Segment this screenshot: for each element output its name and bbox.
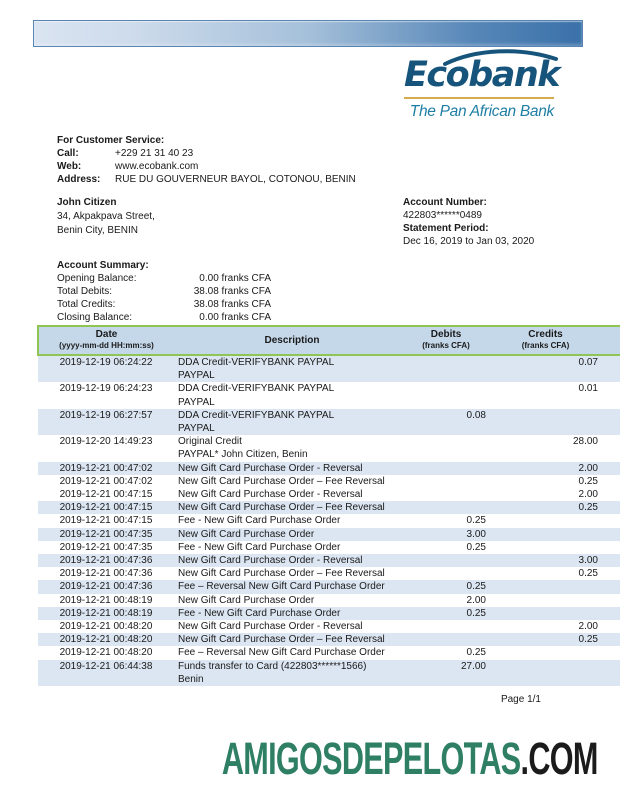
transaction-debit: 0.25 <box>406 607 494 620</box>
transaction-credit <box>494 594 620 607</box>
transaction-credit: 0.25 <box>578 568 598 580</box>
transaction-date: 2019-12-21 00:47:36 <box>38 554 174 567</box>
transaction-date: 2019-12-21 00:48:20 <box>38 633 174 646</box>
call-value: +229 21 31 40 23 <box>115 148 194 159</box>
transaction-debit: 27.00 <box>406 660 494 686</box>
transaction-date: 2019-12-21 00:47:35 <box>59 541 153 553</box>
call-label: Call: <box>57 148 79 159</box>
table-row <box>38 633 620 646</box>
transaction-credit: 2.00 <box>494 462 620 475</box>
debits-column-header: Debits (franks CFA) <box>406 326 494 355</box>
opening-balance-label: Opening Balance: <box>57 273 137 284</box>
transaction-date: 2019-12-21 00:47:36 <box>38 580 174 593</box>
table-row <box>38 528 620 541</box>
transaction-description: New Gift Card Purchase Order <box>174 528 406 541</box>
transaction-credit: 0.07 <box>494 355 620 382</box>
transaction-description: Fee – Reversal New Gift Card Purchase Order <box>174 580 406 593</box>
transaction-date: 2019-12-21 00:47:02 <box>38 462 174 475</box>
table-row <box>38 514 620 527</box>
table-row <box>38 620 620 633</box>
customer-service-row <box>57 147 356 160</box>
transaction-credit: 0.01 <box>578 383 598 395</box>
transaction-description: New Gift Card Purchase Order - Reversal <box>174 462 406 475</box>
transaction-date: 2019-12-21 06:44:38 <box>38 660 174 686</box>
watermark-main: AMIGOSDEPELOTAS <box>222 733 521 784</box>
logo-gold-rule <box>404 97 554 99</box>
total-debits-label: Total Debits: <box>57 286 113 297</box>
table-row <box>38 409 620 435</box>
transaction-date: 2019-12-21 00:47:15 <box>38 501 174 514</box>
table-row <box>38 554 620 567</box>
table-row <box>38 660 620 686</box>
summary-row <box>57 272 271 285</box>
transaction-description: New Gift Card Purchase Order – Fee Reversal <box>174 633 406 646</box>
account-number-value: 422803******0489 <box>403 210 482 221</box>
transaction-debit <box>406 633 494 646</box>
transaction-description: Funds transfer to Card (422803******1566) Benin <box>174 660 406 686</box>
table-row <box>38 607 620 620</box>
transaction-date: 2019-12-21 00:47:02 <box>59 475 153 487</box>
transaction-debit <box>406 554 494 567</box>
opening-balance-value: 0.00 franks CFA <box>199 273 271 284</box>
transaction-date: 2019-12-21 00:48:19 <box>59 594 153 606</box>
transaction-date: 2019-12-19 06:24:23 <box>59 383 153 395</box>
web-value: www.ecobank.com <box>115 161 199 172</box>
transaction-date: 2019-12-21 00:47:15 <box>59 489 153 501</box>
transaction-credit <box>494 514 620 527</box>
watermark-suffix: .COM <box>520 733 598 784</box>
transaction-debit: 0.25 <box>466 515 486 527</box>
statement-period-value: Dec 16, 2019 to Jan 03, 2020 <box>403 236 535 247</box>
transaction-date: 2019-12-21 00:47:36 <box>59 568 153 580</box>
customer-name: John Citizen <box>57 197 117 208</box>
description-column-header: Description <box>174 326 406 355</box>
transaction-description: Fee - New Gift Card Purchase Order <box>178 541 341 553</box>
transaction-description: Fee – Reversal New Gift Card Purchase Order <box>178 647 385 659</box>
table-header-row <box>38 326 620 355</box>
table-row <box>38 594 620 607</box>
table-row <box>38 355 620 382</box>
transactions-table <box>37 325 620 686</box>
table-row <box>38 435 620 461</box>
transaction-debit <box>406 488 494 501</box>
transaction-date: 2019-12-21 00:48:19 <box>38 607 174 620</box>
account-number-label: Account Number: <box>403 197 487 208</box>
transaction-description: New Gift Card Purchase Order – Fee Reversal <box>174 501 406 514</box>
total-credits-value: 38.08 franks CFA <box>193 299 271 310</box>
statement-period-label: Statement Period: <box>403 223 489 234</box>
watermark <box>222 733 598 785</box>
ecobank-wordmark <box>404 55 560 95</box>
transaction-debit <box>406 475 494 488</box>
customer-service-row <box>57 160 356 173</box>
transaction-description: Original Credit PAYPAL* John Citizen, Benin <box>178 436 308 461</box>
summary-row <box>57 285 271 298</box>
transaction-credit <box>494 660 620 686</box>
account-info-block <box>403 196 534 248</box>
transaction-date: 2019-12-19 06:24:22 <box>38 355 174 382</box>
web-label: Web: <box>57 161 82 172</box>
transaction-date: 2019-12-21 00:48:20 <box>59 621 153 633</box>
transaction-debit: 0.25 <box>466 541 486 553</box>
transaction-credit: 0.25 <box>578 475 598 487</box>
transaction-description: Fee - New Gift Card Purchase Order <box>178 515 341 527</box>
transaction-debit <box>406 355 494 382</box>
transaction-credit: 2.00 <box>578 621 598 633</box>
logo-text: Ecobank <box>404 55 560 95</box>
ecobank-logo <box>404 55 560 121</box>
transaction-credit: 0.25 <box>494 501 620 514</box>
page-number: Page 1/1 <box>500 694 541 705</box>
transaction-credit <box>494 646 620 659</box>
account-summary-heading: Account Summary: <box>57 260 149 271</box>
transaction-date: 2019-12-20 14:49:23 <box>59 436 153 448</box>
transactions-body <box>38 355 620 686</box>
customer-address-line1: 34, Akpakpava Street, <box>57 211 155 222</box>
transaction-description: New Gift Card Purchase Order - Reversal <box>178 621 363 633</box>
logo-swoosh-icon <box>442 47 560 71</box>
address-value: RUE DU GOUVERNEUR BAYOL, COTONOU, BENIN <box>115 174 356 185</box>
table-row <box>38 580 620 593</box>
transaction-date: 2019-12-21 00:47:15 <box>59 515 153 527</box>
transaction-debit: 2.00 <box>466 594 486 606</box>
transaction-date: 2019-12-19 06:27:57 <box>38 409 174 435</box>
transaction-credit: 3.00 <box>494 554 620 567</box>
transaction-debit: 0.25 <box>406 580 494 593</box>
customer-service-block <box>57 134 356 186</box>
transaction-credit: 2.00 <box>578 489 598 501</box>
credits-column-header: Credits (franks CFA) <box>494 326 620 355</box>
table-row <box>38 646 620 659</box>
table-row <box>38 488 620 501</box>
transaction-debit: 0.08 <box>406 409 494 435</box>
date-column-header: Date (yyyy-mm-dd HH:mm:ss) <box>38 326 174 355</box>
transaction-credit: 28.00 <box>572 436 598 448</box>
transaction-credit <box>494 541 620 554</box>
total-debits-value: 38.08 franks CFA <box>193 286 271 297</box>
transaction-credit <box>494 409 620 435</box>
transaction-debit <box>406 620 494 633</box>
transaction-description: New Gift Card Purchase Order – Fee Reversal <box>178 475 385 487</box>
customer-service-row <box>57 173 356 186</box>
transaction-date: 2019-12-21 00:47:35 <box>38 528 174 541</box>
customer-address-line2: Benin City, BENIN <box>57 225 138 236</box>
transaction-debit <box>406 382 494 408</box>
table-row <box>38 382 620 408</box>
table-row <box>38 567 620 580</box>
transaction-debit: 0.25 <box>466 647 486 659</box>
transaction-description: DDA Credit-VERIFYBANK PAYPAL PAYPAL <box>178 383 335 408</box>
transaction-description: New Gift Card Purchase Order – Fee Reversal <box>178 568 385 580</box>
address-label: Address: <box>57 174 101 185</box>
customer-service-heading: For Customer Service: <box>57 135 165 146</box>
account-summary-block <box>57 259 271 324</box>
transaction-description: DDA Credit-VERIFYBANK PAYPAL PAYPAL <box>174 409 406 435</box>
transaction-credit <box>494 607 620 620</box>
customer-info-block <box>57 196 155 238</box>
logo-tagline: The Pan African Bank <box>409 102 554 120</box>
table-row <box>38 541 620 554</box>
transaction-credit <box>494 528 620 541</box>
table-row <box>38 462 620 475</box>
total-credits-label: Total Credits: <box>57 299 116 310</box>
transaction-debit <box>406 435 494 461</box>
transaction-description: New Gift Card Purchase Order - Reversal <box>178 489 363 501</box>
table-row <box>38 475 620 488</box>
transaction-debit: 3.00 <box>406 528 494 541</box>
transaction-description: New Gift Card Purchase Order <box>178 594 315 606</box>
closing-balance-label: Closing Balance: <box>57 312 133 323</box>
transaction-credit <box>494 580 620 593</box>
transaction-description: Fee - New Gift Card Purchase Order <box>174 607 406 620</box>
transaction-date: 2019-12-21 00:48:20 <box>59 647 153 659</box>
transaction-credit: 0.25 <box>494 633 620 646</box>
table-row <box>38 501 620 514</box>
transaction-description: DDA Credit-VERIFYBANK PAYPAL PAYPAL <box>174 355 406 382</box>
header-gradient-bar <box>33 20 583 47</box>
transaction-debit <box>406 462 494 475</box>
summary-row <box>57 298 271 311</box>
transaction-description: New Gift Card Purchase Order - Reversal <box>174 554 406 567</box>
transaction-debit <box>406 501 494 514</box>
closing-balance-value: 0.00 franks CFA <box>199 312 271 323</box>
summary-row <box>57 311 271 324</box>
transaction-debit <box>406 567 494 580</box>
